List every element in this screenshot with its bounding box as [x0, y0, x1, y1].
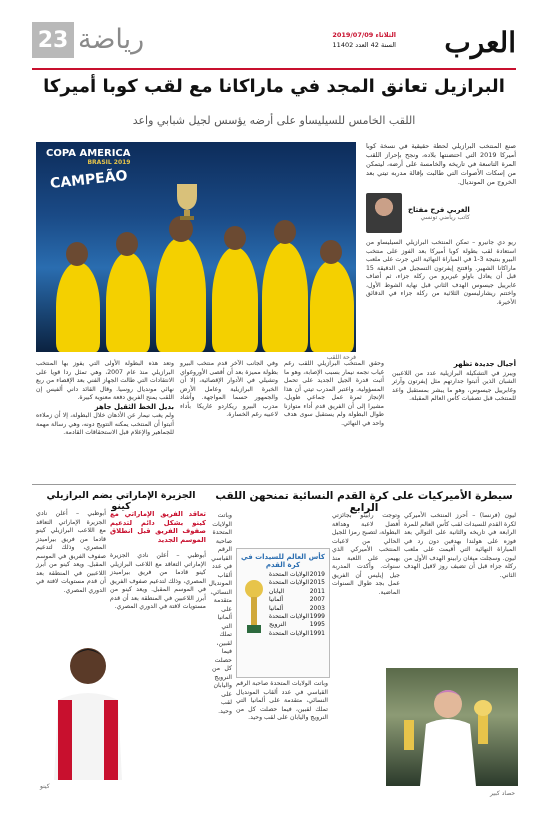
- side-body-a: أبوظبي – أعلن نادي الجزيرة الإماراتي التعاقد مع اللاعب البرازيلي كينو قادما من فريق بيراميدز المصري، وذلك لتدعيم صفوف الفريق في الموسم المقبل. ويعد كينو من أبرز اللاعبين في المنطقة بعد أن قدم مستويات لافتة في الدوري المصري.: [36, 510, 106, 594]
- date-line: الثلاثاء 2019/07/09: [332, 31, 396, 39]
- player-head: [274, 220, 296, 244]
- kino-photo: [40, 630, 136, 780]
- player-figure: [262, 242, 308, 352]
- winner-row: 2019 الولايات المتحدة: [269, 571, 325, 578]
- kino-caption: كينو: [40, 783, 50, 790]
- trophy-icon: [172, 182, 202, 222]
- main-photo: [36, 142, 356, 352]
- intro-text: صنع المنتخب البرازيلي لحظة حقيقية في نسخة كوبا أميركا 2019 التي احتضنتها بلاده، ونجح بإحراز اللقب المرة التاسعة في تاريخه والخامسة على أرضه، ليتمكن من إسكات الأصوات التي طالبت بإقالة مدربه تيتي بعد الخروج من المونديال.: [366, 142, 516, 186]
- second-body-a: ليون (فرنسا) – أحرز المنتخب الأميركي لكرة القدم للسيدات لقب كأس العالم للمرة الرابعة في تاريخه والثانية على التوالي بعد فوزه على هولندا بهدفين دون رد في المباراة النهائية التي أقيمت على ملعب ليون. وسجلت ميغان رابينو الهدف الأول من ركلة جزاء قبل أن تضيف روز لافيل الهدف الثاني.: [404, 512, 516, 579]
- campeao-banner: CAMPEÃO: [49, 167, 129, 193]
- winner-row: 2003 ألمانيا: [269, 604, 325, 612]
- second-photo-caption: حصاد كبير: [490, 790, 516, 797]
- body-column-5-text: وتعد هذه البطولة الأولى التي يفوز بها المنتخب البرازيلي منذ عام 2007، وهي تمثل ردا قويا على الانتقادات التي طالت الجهاز الفني بعد الإقصاء من ربع نهائي مونديال روسيا. وقال القائد داني ألفيس إن اللقب يمنح الفريق دفعة معنوية كبيرة.: [36, 360, 174, 401]
- issue-info: [332, 30, 396, 50]
- player-figure: [56, 262, 100, 352]
- body-column-1: ريو دي جانيرو – تمكن المنتخب البرازيلي السيليساو من استعادة لقب بطولة كوبا أميركا بعد الفوز على منتخب البيرو بنتيجة 3-1 في المباراة النهائية التي جرت على ملعب ماراكانا الشهير. وافتتح إيفرتون التسجيل في الدقيقة 15 قبل أن يعادل باولو غيريرو من ركلة جزاء، ثم أضاف غابرييل جيسوس الهدف الثاني قبل نهاية الشوط الأول، واختتم ريشارليسون الثلاثية من ركلة جزاء في الدقائق الأخيرة.: [366, 239, 516, 306]
- side-body-b: أبوظبي – أعلن نادي الجزيرة الإماراتي التعاقد مع اللاعب البرازيلي كينو قادما من فريق بيراميدز المصري، وذلك لتدعيم صفوف الفريق في الموسم المقبل. ويعد كينو من أبرز اللاعبين في المنطقة بعد أن قدم مستويات لافتة في الدوري المصري.: [110, 552, 206, 610]
- winner-row: 2007 ألمانيا: [269, 596, 325, 604]
- body-column-6-text: ولم يغب نيمار عن الأذهان خلال البطولة، إلا أن زملاءه أثبتوا أن المنتخب يمكنه التتويج دونه، وهي رسالة مهمة للجماهير والإعلام قبل الاستحقاقات القادمة.: [36, 412, 174, 436]
- player-portrait: [40, 630, 136, 780]
- winner-row: 1995 النرويج: [269, 621, 325, 629]
- winner-row: 2015 الولايات المتحدة: [269, 579, 325, 587]
- body-column-4: [392, 360, 516, 478]
- second-body-b: وتوجت رابينو بجائزتي أفضل لاعبة وهدافة البطولة، لتصبح رمزا للجيل الحالي من لاعبات المنتخب الأميركي الذي يهيمن على اللعبة منذ سنوات. وأكدت المدربة جيل إيليس أن الفريق عمل بجد طوال السنوات الماضية.: [332, 512, 400, 596]
- copa-logo-title: COPA AMERICA: [46, 148, 131, 159]
- copa-logo: [46, 148, 131, 166]
- player-head: [66, 242, 88, 266]
- player-figure: [310, 260, 354, 352]
- player-figure: [106, 252, 150, 352]
- winners-list: [265, 569, 329, 640]
- main-headline: البرازيل تعانق المجد في ماراكانا مع لقب كوبا أميركا: [43, 76, 505, 97]
- subtitle-1: أجيال جديدة تظهر: [453, 360, 516, 368]
- page-number: 23: [32, 22, 74, 58]
- copa-logo-sub: BRASIL 2019: [87, 159, 131, 166]
- player-head: [116, 232, 138, 256]
- header-rule: [32, 68, 516, 70]
- author-name: الغربي فرح مفتاح: [408, 205, 470, 214]
- player-head: [320, 240, 342, 264]
- rapinoe-photo: [386, 668, 518, 786]
- masthead: [32, 22, 516, 68]
- second-body-c: وباتت الولايات المتحدة صاحبة الرقم القياسي في عدد ألقاب المونديال النسائي، متقدمة على ألمانيا التي تملك لقبين، فيما حصلت كل من النرويج واليابان على لقب وحيد.: [236, 680, 328, 721]
- player-figure: [212, 247, 258, 352]
- body-column-5: [36, 360, 174, 478]
- body-column-4-text: ويبرز في التشكيلة البرازيلية عدد من اللاعبين الشبان الذين أثبتوا جدارتهم مثل إيفرتون وآرثر وغابرييل جيسوس، وهو ما يبشر بمستقبل واعد للمنتخب قبل تصفيات كأس العالم المقبلة.: [392, 369, 516, 402]
- body-column-2: وحقق المنتخب البرازيلي اللقب رغم غياب نجمه نيمار بسبب الإصابة، وهو ما أثبت قدرة الجيل الجديد على تحمل المسؤولية. واعتبر المدرب تيتي أن هذا الإنجاز ثمرة عمل جماعي طويل، مشيرا إلى أن الفريق قدم أداء متوازنا طوال البطولة ولم يستقبل سوى هدف واحد في النهائي.: [284, 360, 384, 427]
- player-figure: [156, 237, 206, 352]
- body-column-3: وفي الجانب الآخر قدم منتخب البيرو بطولة مميزة بعد أن أقصى الأوروغواي وتشيلي في الأدوار الإقصائية، إلا أن الخبرة البرازيلية وعامل الأرض والجمهور حسما المواجهة. وأشاد مدرب البيرو ريكاردو غاريكا بأداء لاعبيه رغم الخسارة.: [180, 360, 278, 418]
- section-title: رياضة: [78, 24, 145, 55]
- main-subhead: اللقب الخامس للسيليساو على أرضه يؤسس لجيل شبابي واعد: [132, 114, 416, 127]
- author-role: كاتب رياضي تونسي: [420, 213, 470, 221]
- player-with-trophy: [386, 668, 518, 786]
- author-box: [366, 193, 516, 233]
- section-divider: [32, 484, 516, 485]
- intro-column: [366, 142, 516, 352]
- second-body-d: وباتت الولايات المتحدة صاحبة الرقم القياسي في عدد ألقاب المونديال النسائي، متقدمة على ألمانيا التي تملك لقبين، فيما حصلت كل من النرويج واليابان على لقب وحيد.: [208, 512, 232, 715]
- cup-icon: [243, 579, 265, 639]
- author-avatar: [366, 193, 402, 233]
- second-headline: سيطرة الأميركيات على كرة القدم النسائية تمنحهن اللقب الرابع: [215, 490, 513, 514]
- subtitle-2: بديل الخط الثقيل جاهز: [94, 402, 174, 411]
- issue-line: السنة 42 العدد 11402: [332, 41, 396, 49]
- winner-row: 2011 اليابان: [269, 587, 325, 595]
- winner-row: 1991 الولايات المتحدة: [269, 629, 325, 637]
- photo-caption: فرحة اللقب: [326, 354, 356, 361]
- side-headline: الجزيرة الإماراتي يضم البرازيلي كينو: [46, 490, 196, 512]
- winners-title: كأس العالم للسيدات في كرة القدم: [240, 553, 325, 569]
- side-lead: تعاقد الفريق الإماراتي مع كينو بشكل دائم لتدعيم صفوف الفريق قبل انطلاق الموسم الجديد: [110, 510, 206, 544]
- winner-row: 1999 الولايات المتحدة: [269, 613, 325, 621]
- world-cup-winners-box: [236, 548, 330, 678]
- player-head: [224, 226, 246, 250]
- newspaper-logo: العرب: [444, 26, 516, 59]
